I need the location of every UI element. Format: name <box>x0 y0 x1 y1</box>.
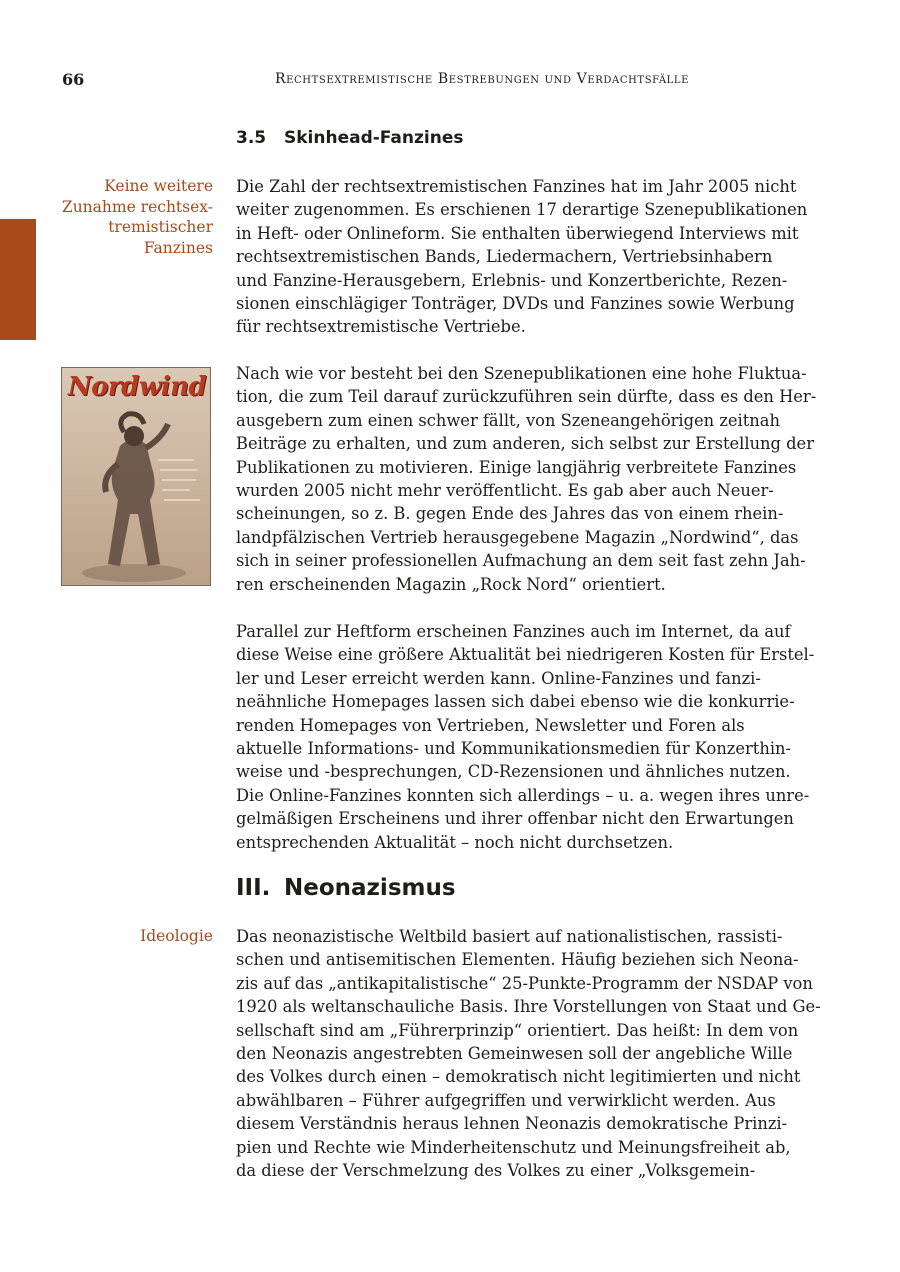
margin-note-line: Keine weitere <box>104 177 213 195</box>
text-line: landpfälzischen Vertrieb herausgegebene Magazin „Nordwind“, das <box>236 527 799 547</box>
cover-title: Nordwind <box>67 372 207 402</box>
text-line: Parallel zur Heftform erscheinen Fanzines auch im Internet, da auf <box>236 622 791 641</box>
margin-note-line: Ideologie <box>140 927 213 945</box>
text-line: entsprechenden Aktualität – noch nicht durchsetzen. <box>236 832 674 852</box>
text-line: tion, die zum Teil darauf zurückzuführen sein dürfte, dass es den Her- <box>236 387 817 407</box>
paragraph-4 <box>236 925 821 1182</box>
text-line: Beiträge zu erhalten, und zum anderen, sich selbst zur Erstellung der <box>236 434 814 454</box>
paragraph-2 <box>236 362 816 596</box>
running-head: Rechtsextremistische Bestrebungen und Verdachtsfälle <box>275 71 690 87</box>
text-line: weiter zugenommen. Es erschienen 17 derartige Szenepublikationen <box>236 200 808 220</box>
text-line: wurden 2005 nicht mehr veröffentlicht. Es gab aber auch Neuer- <box>236 481 774 501</box>
text-line: rechtsextremistischen Bands, Liedermachern, Vertriebsinhabern <box>236 247 773 267</box>
text-line: 1920 als weltanschauliche Basis. Ihre Vorstellungen von Staat und Ge- <box>236 997 821 1017</box>
text-line: Die Zahl der rechtsextremistischen Fanzines hat im Jahr 2005 nicht <box>236 177 797 196</box>
text-line: renden Homepages von Vertrieben, Newsletter und Foren als <box>236 715 745 735</box>
text-line: schen und antisemitischen Elementen. Häufig beziehen sich Neona- <box>236 950 799 970</box>
chapter-marker-bar <box>0 219 36 340</box>
text-line: zis auf das „antikapitalistische“ 25-Punkte-Programm der NSDAP von <box>236 973 813 993</box>
section-number: 3.5 <box>236 128 267 148</box>
text-line: und Fanzine-Herausgebern, Erlebnis- und Konzertberichte, Rezen- <box>236 270 788 290</box>
text-line: aktuelle Informations- und Kommunikationsmedien für Konzerthin- <box>236 739 792 759</box>
chapter-title: Neonazismus <box>284 875 456 901</box>
page-number: 66 <box>62 70 85 89</box>
chapter-heading <box>236 875 456 901</box>
text-line: des Volkes durch einen – demokratisch nicht legitimierten und nicht <box>236 1067 801 1087</box>
text-line: für rechtsextremistische Vertriebe. <box>236 317 526 337</box>
text-line: ausgebern zum einen schwer fällt, von Szeneangehörigen zeitnah <box>236 410 780 430</box>
text-line: sich in seiner professionellen Aufmachung an dem seit fast zehn Jah- <box>236 551 806 571</box>
text-line: sellschaft sind am „Führerprinzip“ orientiert. Das heißt: In dem von <box>236 1020 799 1040</box>
section-heading <box>236 128 463 148</box>
paragraph-1 <box>236 175 816 339</box>
text-line: abwählbaren – Führer aufgegriffen und verwirklicht werden. Aus <box>236 1090 776 1110</box>
text-line: pien und Rechte wie Minderheitenschutz und Meinungsfreiheit ab, <box>236 1137 791 1157</box>
chapter-number: III. <box>236 875 271 901</box>
text-line: Nach wie vor besteht bei den Szenepublikationen eine hohe Fluktua- <box>236 364 807 383</box>
text-line: Die Online-Fanzines konnten sich allerdings – u. a. wegen ihres unre- <box>236 785 810 805</box>
text-line: da diese der Verschmelzung des Volkes zu einer „Volksgemein- <box>236 1161 756 1181</box>
text-line: Publikationen zu motivieren. Einige langjährig verbreitete Fanzines <box>236 457 797 477</box>
margin-note-fanzines <box>62 176 213 258</box>
margin-note-line: Fanzines <box>143 238 213 257</box>
margin-note-line: Zunahme rechtsex- <box>61 197 213 216</box>
text-line: ler und Leser erreicht werden kann. Online-Fanzines und fanzi- <box>236 668 761 688</box>
paragraph-3 <box>236 620 816 854</box>
text-line: weise und -besprechungen, CD-Rezensionen und ähnliches nutzen. <box>236 762 791 782</box>
margin-note-line: tremistischer <box>108 218 213 236</box>
text-line: gelmäßigen Erscheinens und ihrer offenbar nicht den Erwartungen <box>236 809 794 829</box>
text-line: diesem Verständnis heraus lehnen Neonazis demokratische Prinzi- <box>236 1114 788 1134</box>
text-line: Das neonazistische Weltbild basiert auf nationalistischen, rassisti- <box>236 927 783 946</box>
text-line: sionen einschlägiger Tonträger, DVDs und Fanzines sowie Werbung <box>236 294 795 314</box>
text-line: neähnliche Homepages lassen sich dabei ebenso wie die konkurrie- <box>236 692 795 712</box>
text-line: den Neonazis angestrebten Gemeinwesen soll der angebliche Wille <box>236 1044 793 1064</box>
text-line: diese Weise eine größere Aktualität bei niedrigeren Kosten für Erstel- <box>236 645 815 665</box>
text-line: in Heft- oder Onlineform. Sie enthalten überwiegend Interviews mit <box>236 223 799 243</box>
section-title: Skinhead-Fanzines <box>284 128 464 148</box>
margin-note-ideologie <box>140 926 213 947</box>
text-line: scheinungen, so z. B. gegen Ende des Jahres das von einem rhein- <box>236 504 784 524</box>
nordwind-cover-image <box>61 367 211 586</box>
text-line: ren erscheinenden Magazin „Rock Nord“ orientiert. <box>236 574 666 594</box>
